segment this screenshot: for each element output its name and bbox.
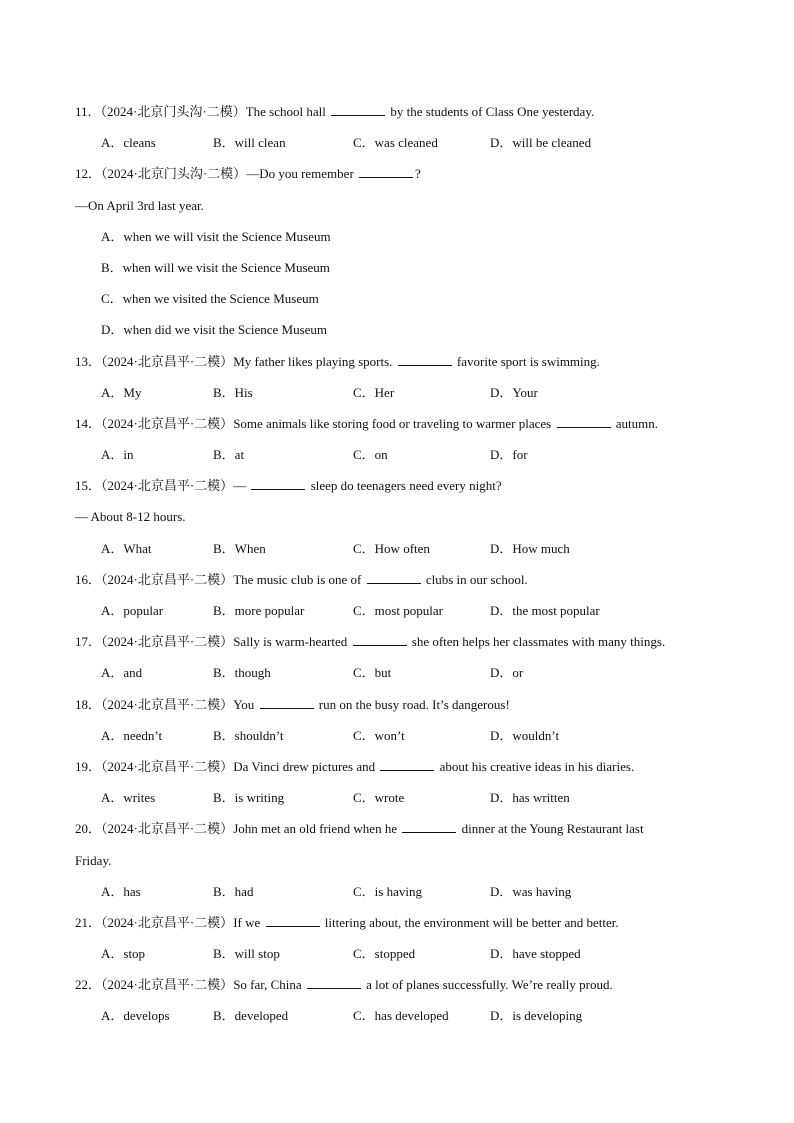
question-text: dinner at the Young Restaurant last — [458, 821, 644, 837]
question-stem — [75, 695, 725, 726]
answer-option[interactable]: C．but — [353, 665, 392, 681]
question-text: run on the busy road. It’s dangerous! — [315, 696, 510, 712]
question-source: （2024·北京昌平·二模） — [101, 353, 234, 369]
answer-option[interactable]: C．on — [353, 447, 388, 463]
answer-option[interactable]: D．have stopped — [490, 946, 581, 962]
answer-option[interactable]: A．has — [101, 883, 141, 899]
answer-option[interactable]: D．was having — [490, 883, 572, 899]
options-row — [75, 601, 725, 632]
question-text: littering about, the environment will be better and better. — [321, 914, 619, 930]
answer-option[interactable]: C．Her — [353, 384, 395, 400]
question-source: （2024·北京昌平·二模） — [101, 696, 234, 712]
question-number: 22． — [75, 977, 102, 993]
question-text: So far, China — [233, 977, 305, 993]
answer-option[interactable]: D．when did we visit the Science Museum — [101, 322, 328, 338]
options-row — [75, 1006, 725, 1037]
question-source: （2024·北京门头沟·二模） — [100, 104, 246, 119]
answer-option[interactable]: B．His — [213, 384, 253, 400]
answer-blank[interactable] — [402, 820, 456, 833]
question-text: My father likes playing sports. — [233, 353, 396, 369]
question-stem — [75, 164, 725, 195]
answer-option[interactable]: A．What — [101, 540, 152, 556]
options-row — [75, 726, 725, 757]
answer-option[interactable]: A．My — [101, 384, 142, 400]
question-number: 13． — [75, 353, 102, 369]
options-row — [75, 539, 725, 570]
answer-option[interactable]: B．when will we visit the Science Museum — [101, 259, 330, 275]
options-row — [75, 788, 725, 819]
question-text: by the students of Class One yesterday. — [387, 104, 595, 119]
question-text: clubs in our school. — [422, 571, 528, 587]
question-stem — [75, 757, 725, 788]
answer-option[interactable]: B．will clean — [213, 135, 286, 151]
answer-option[interactable]: A．stop — [101, 946, 146, 962]
answer-option[interactable]: C．How often — [353, 540, 430, 556]
answer-option[interactable]: B．had — [213, 883, 254, 899]
question-text: — — [233, 478, 250, 494]
answer-blank[interactable] — [353, 633, 407, 646]
question-source: （2024·北京昌平·二模） — [101, 478, 234, 494]
question-number: 18． — [75, 696, 102, 712]
question-number: 19． — [75, 758, 102, 774]
answer-blank[interactable] — [398, 353, 452, 366]
question-text: Da Vinci drew pictures and — [233, 758, 379, 774]
options-row — [75, 663, 725, 694]
question-source: （2024·北京昌平·二模） — [101, 821, 234, 837]
question-text: autumn. — [612, 415, 658, 431]
question-text: Some animals like storing food or traveling to warmer places — [233, 415, 555, 431]
answer-option[interactable]: C．stopped — [353, 946, 416, 962]
question-text: she often helps her classmates with many things. — [408, 634, 666, 650]
answer-option[interactable]: D．is developing — [490, 1008, 583, 1024]
question-stem — [75, 913, 725, 944]
question-number: 15． — [75, 478, 102, 494]
answer-option[interactable]: C．most popular — [353, 603, 443, 618]
question-stem — [75, 819, 725, 850]
exercise-document — [75, 102, 725, 1038]
answer-option[interactable]: D．the most popular — [490, 603, 600, 618]
question-number: 11． — [75, 104, 101, 119]
question-text: Sally is warm-hearted — [233, 634, 351, 650]
question-text: about his creative ideas in his diaries. — [436, 758, 635, 774]
question-source: （2024·北京昌平·二模） — [101, 914, 234, 930]
answer-option[interactable]: D．wouldn’t — [490, 727, 560, 743]
answer-option[interactable]: A．when we will visit the Science Museum — [101, 228, 331, 244]
options-row — [75, 882, 725, 913]
answer-blank[interactable] — [266, 914, 320, 927]
question-text: If we — [233, 914, 264, 930]
answer-option[interactable]: A．and — [101, 665, 143, 681]
question-number: 20． — [75, 821, 102, 837]
question-stem — [75, 632, 725, 663]
answer-option[interactable]: B．shouldn’t — [213, 727, 284, 743]
question-number: 17． — [75, 634, 102, 650]
question-text: The school hall — [245, 104, 330, 119]
answer-option[interactable]: C．won’t — [353, 727, 405, 743]
question-source: （2024·北京昌平·二模） — [101, 634, 234, 650]
answer-option[interactable]: D．Your — [490, 384, 538, 400]
answer-blank[interactable] — [380, 758, 434, 771]
answer-option[interactable]: A．develops — [101, 1008, 170, 1024]
question-number: 21． — [75, 914, 102, 930]
answer-option[interactable]: D．has written — [490, 790, 570, 806]
answer-option[interactable]: D．for — [490, 447, 528, 463]
dialogue-response: — About 8-12 hours. — [75, 509, 186, 525]
question-text: You — [233, 696, 258, 712]
answer-option[interactable]: A．cleans — [101, 135, 156, 151]
answer-option[interactable]: B．When — [213, 540, 266, 556]
question-text: sleep do teenagers need every night? — [307, 478, 502, 494]
answer-option[interactable]: B．is writing — [213, 790, 285, 806]
question-stem — [75, 352, 725, 383]
question-text: a lot of planes successfully. We’re really proud. — [362, 977, 613, 993]
answer-option[interactable]: B．more popular — [213, 603, 305, 618]
question-stem — [75, 102, 725, 133]
answer-blank[interactable] — [359, 165, 413, 178]
question-continuation: Friday. — [75, 852, 112, 868]
answer-blank[interactable] — [367, 571, 421, 584]
answer-blank[interactable] — [251, 477, 305, 490]
answer-option[interactable]: C．is having — [353, 883, 422, 899]
question-source: （2024·北京昌平·二模） — [101, 571, 234, 587]
answer-blank[interactable] — [331, 103, 385, 116]
dialogue-response: —On April 3rd last year. — [75, 197, 204, 213]
question-source: （2024·北京昌平·二模） — [101, 415, 234, 431]
question-text: —Do you remember — [246, 166, 358, 182]
answer-option[interactable]: B．developed — [213, 1008, 289, 1024]
answer-option[interactable]: C．has developed — [353, 1008, 449, 1024]
answer-option[interactable]: A．needn’t — [101, 727, 163, 743]
answer-option[interactable]: C．when we visited the Science Museum — [101, 291, 319, 307]
options-row — [75, 944, 725, 975]
answer-blank[interactable] — [557, 415, 611, 428]
answer-option[interactable]: A．in — [101, 447, 134, 463]
answer-option[interactable]: B．will stop — [213, 946, 280, 962]
question-number: 12． — [75, 166, 102, 182]
question-text: favorite sport is swimming. — [453, 353, 600, 369]
question-stem — [75, 975, 725, 1006]
question-source: （2024·北京昌平·二模） — [101, 758, 234, 774]
answer-option[interactable]: D．will be cleaned — [490, 135, 592, 151]
answer-option[interactable]: C．wrote — [353, 790, 405, 806]
options-row — [75, 133, 725, 164]
options-row — [75, 445, 725, 476]
answer-option[interactable]: C．was cleaned — [353, 135, 438, 151]
question-text: ? — [415, 166, 421, 182]
answer-option[interactable]: B．though — [213, 665, 271, 681]
answer-option[interactable]: D．or — [490, 665, 524, 681]
answer-option[interactable]: A．writes — [101, 790, 156, 806]
answer-option[interactable]: D．How much — [490, 540, 570, 556]
answer-option[interactable]: A．popular — [101, 603, 164, 618]
answer-option[interactable]: B．at — [213, 447, 245, 463]
question-source: （2024·北京门头沟·二模） — [101, 166, 247, 182]
question-stem — [75, 414, 725, 445]
question-number: 14． — [75, 415, 102, 431]
question-number: 16． — [75, 571, 102, 587]
answer-blank[interactable] — [260, 696, 314, 709]
options-row — [75, 383, 725, 414]
question-text: The music club is one of — [233, 571, 365, 587]
answer-blank[interactable] — [307, 976, 361, 989]
question-source: （2024·北京昌平·二模） — [101, 977, 234, 993]
question-stem — [75, 570, 725, 601]
question-text: John met an old friend when he — [233, 821, 401, 837]
question-stem — [75, 476, 725, 507]
